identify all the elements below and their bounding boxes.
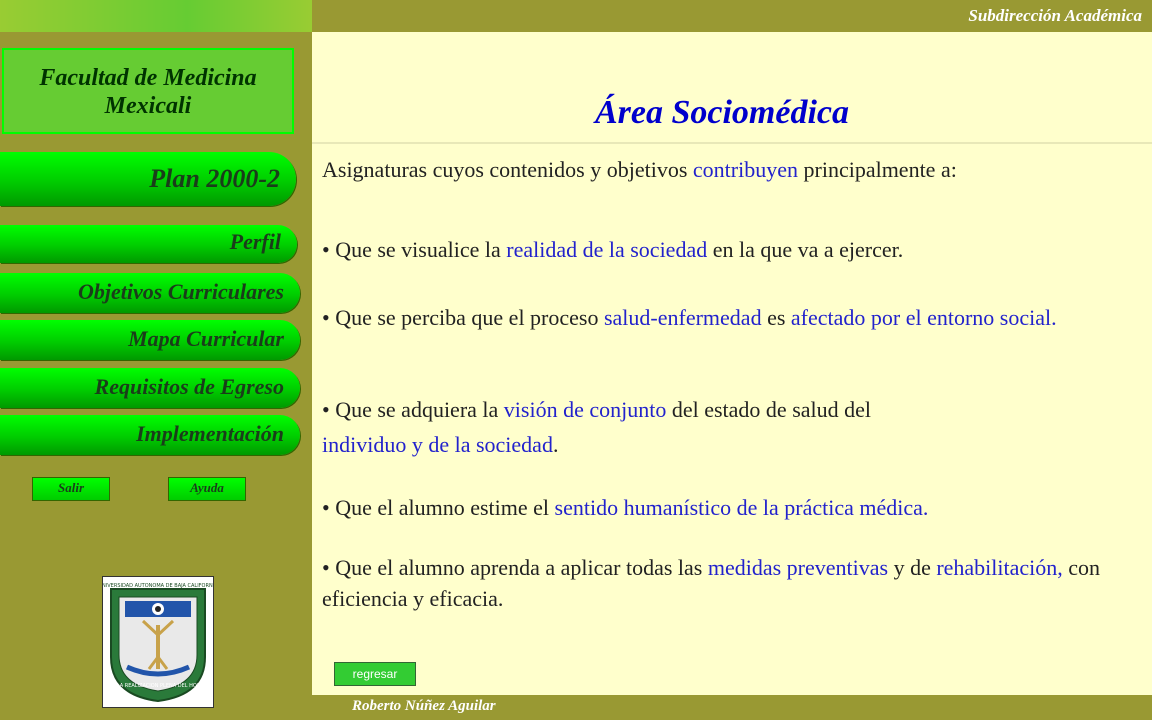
intro-text-2: principalmente a: [798,157,957,182]
subdireccion-label: Subdirección Académica [968,6,1142,25]
nav-objetivos-button[interactable]: Objetivos Curriculares [0,273,300,313]
bullet-5-text-b: y de [888,555,937,580]
nav-perfil-button[interactable]: Perfil [0,225,297,263]
top-left-green-band [0,0,312,32]
title-divider [312,142,1152,144]
nav-requisitos-button[interactable]: Requisitos de Egreso [0,368,300,408]
bullet-2-text-b: es [761,305,791,330]
bullet-3-highlight-2: individuo y de la sociedad [322,432,553,457]
bullet-5 [322,552,1137,614]
bullet-1-text-b: en la que va a ejercer. [707,237,904,262]
bullet-4-highlight: sentido humanístico de la práctica médica [554,495,923,520]
bullet-4-text-a: • Que el alumno estime el [322,495,555,520]
bullet-2-highlight-1: salud-enfermedad [603,305,762,330]
page-title: Área Sociomédica [594,94,850,131]
bullet-5-highlight-2: rehabilitación, [936,555,1063,580]
bullet-5-text-c: con eficiencia y eficacia. [322,555,1101,611]
bullet-3-text-a: • Que se adquiera la [322,397,504,422]
bullet-2 [322,302,1137,333]
nav-mapa-button[interactable]: Mapa Curricular [0,320,300,360]
bullet-3 [322,394,1137,460]
faculty-title-line2: Mexicali [104,93,192,119]
top-header-band [312,0,1152,32]
nav-plan-button[interactable]: Plan 2000-2 [0,152,296,206]
bullet-4 [322,492,1137,523]
faculty-title-box [2,48,294,134]
regresar-button[interactable]: regresar [334,662,416,686]
nav-implementacion-button[interactable]: Implementación [0,415,300,455]
intro-paragraph [322,154,1137,185]
seal-top-text: UNIVERSIDAD AUTONOMA DE BAJA CALIFORNIA [103,583,213,589]
ayuda-button[interactable]: Ayuda [168,477,246,501]
bullet-4-text-b: . [922,495,929,520]
bullet-3-highlight-1: visión de conjunto [503,397,667,422]
bullet-1-text-a: • Que se visualice la [322,237,507,262]
intro-highlight: contribuyen [692,157,798,182]
bullet-5-text-a: • Que el alumno aprenda a aplicar todas las [322,555,708,580]
intro-text-1: Asignaturas cuyos contenidos y objetivos [322,157,693,182]
bullet-1-highlight: realidad de la sociedad [506,237,708,262]
bullet-1 [322,234,1137,265]
seal-icon [103,577,213,707]
seal-motto-text: POR LA REALIZACION PLENA DEL HOMBRE [104,683,212,689]
bullet-5-highlight-1: medidas preventivas [707,555,889,580]
faculty-title-line1: Facultad de Medicina [39,65,257,91]
bullet-3-text-b: del estado de salud del [666,397,872,422]
bullet-3-text-c: . [552,432,559,457]
bullet-2-text-a: • Que se perciba que el proceso [322,305,604,330]
author-credit: Roberto Núñez Aguilar [352,698,496,714]
bullet-2-highlight-2: afectado por el entorno social. [790,305,1057,330]
salir-button[interactable]: Salir [32,477,110,501]
university-seal-logo [102,576,214,708]
main-content [312,32,1152,695]
